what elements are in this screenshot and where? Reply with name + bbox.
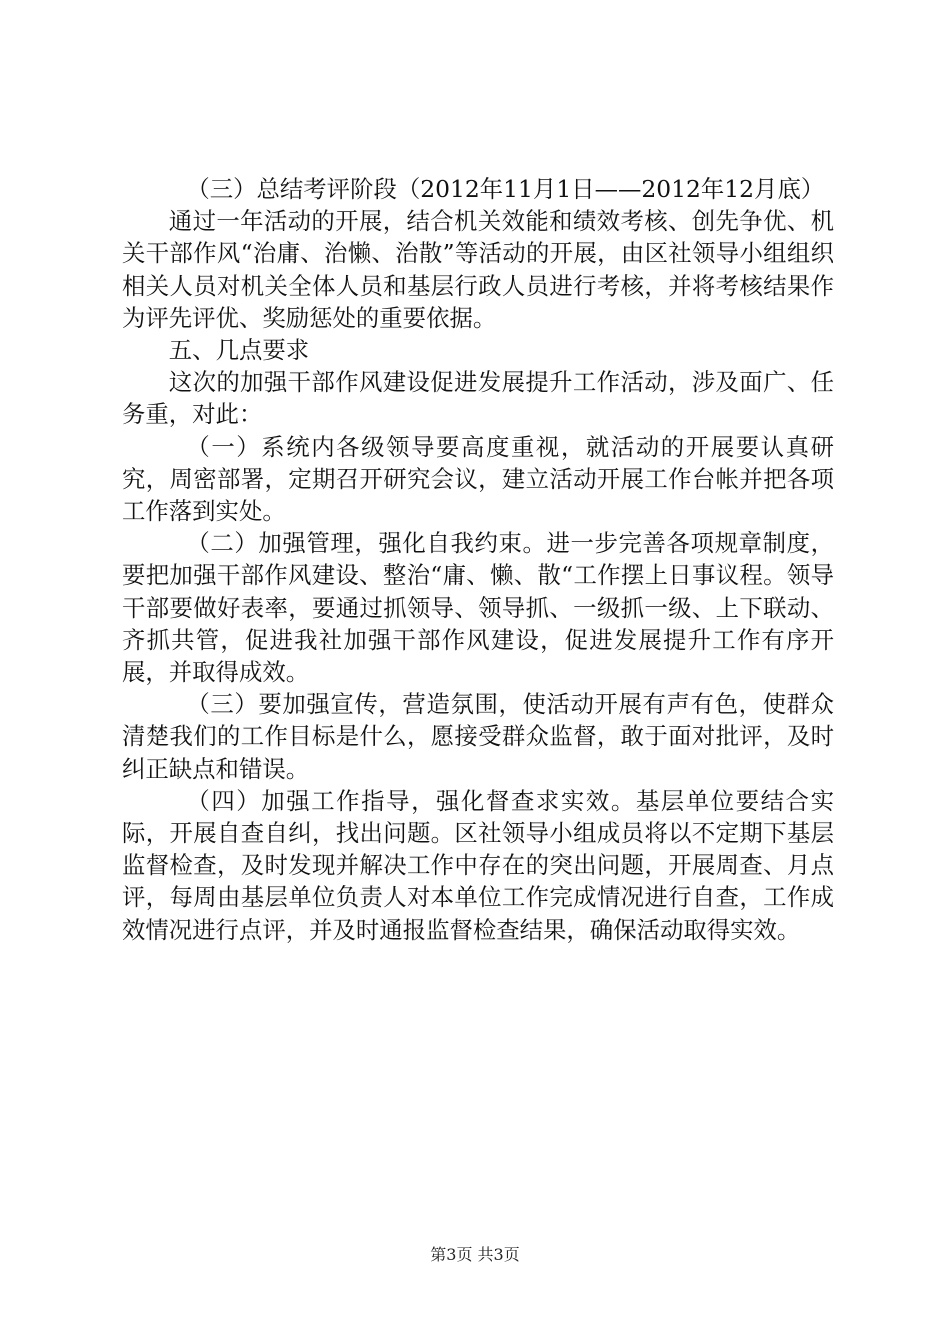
page-number-footer: 第3页 共3页 xyxy=(430,1245,520,1264)
paragraph-requirement-1: （一）系统内各级领导要高度重视，就活动的开展要认真研究，周密部署，定期召开研究会议，建立活动开展工作台帐并把各项工作落到实处。 xyxy=(122,432,834,526)
document-body xyxy=(122,173,834,946)
section-heading-summary-phase: （三）总结考评阶段（2012年11月1日——2012年12月底） xyxy=(186,175,825,203)
paragraph-activity-intro: 这次的加强干部作风建设促进发展提升工作活动，涉及面广、任务重，对此： xyxy=(122,368,834,429)
paragraph-assessment: 通过一年活动的开展，结合机关效能和绩效考核、创先争优、机关干部作风“治庸、治懒、治散”等活动的开展，由区社领导小组组织相关人员对机关全体人员和基层行政人员进行考核，并将考核结果作为评先评优、奖励惩处的重要依据。 xyxy=(122,207,834,332)
section-heading-requirements: 五、几点要求 xyxy=(168,336,310,365)
paragraph-requirement-2: （二）加强管理，强化自我约束。进一步完善各项规章制度，要把加强干部作风建设、整治“庸、懒、散“工作摆上日事议程。领导干部要做好表率，要通过抓领导、领导抓、一级抓一级、上下联动、齐抓共管，促进我社加强干部作风建设，促进发展提升工作有序开展，并取得成效。 xyxy=(122,529,834,687)
paragraph-requirement-3: （三）要加强宣传，营造氛围，使活动开展有声有色，使群众清楚我们的工作目标是什么，愿接受群众监督，敢于面对批评，及时纠正缺点和错误。 xyxy=(122,690,834,783)
paragraph-requirement-4: （四）加强工作指导，强化督查求实效。基层单位要结合实际，开展自查自纠，找出问题。区社领导小组成员将以不定期下基层监督检查，及时发现并解决工作中存在的突出问题，开展周查、月点评，每周由基层单位负责人对本单位工作完成情况进行自查，工作成效情况进行点评，并及时通报监督检查结果，确保活动取得实效。 xyxy=(122,786,834,944)
